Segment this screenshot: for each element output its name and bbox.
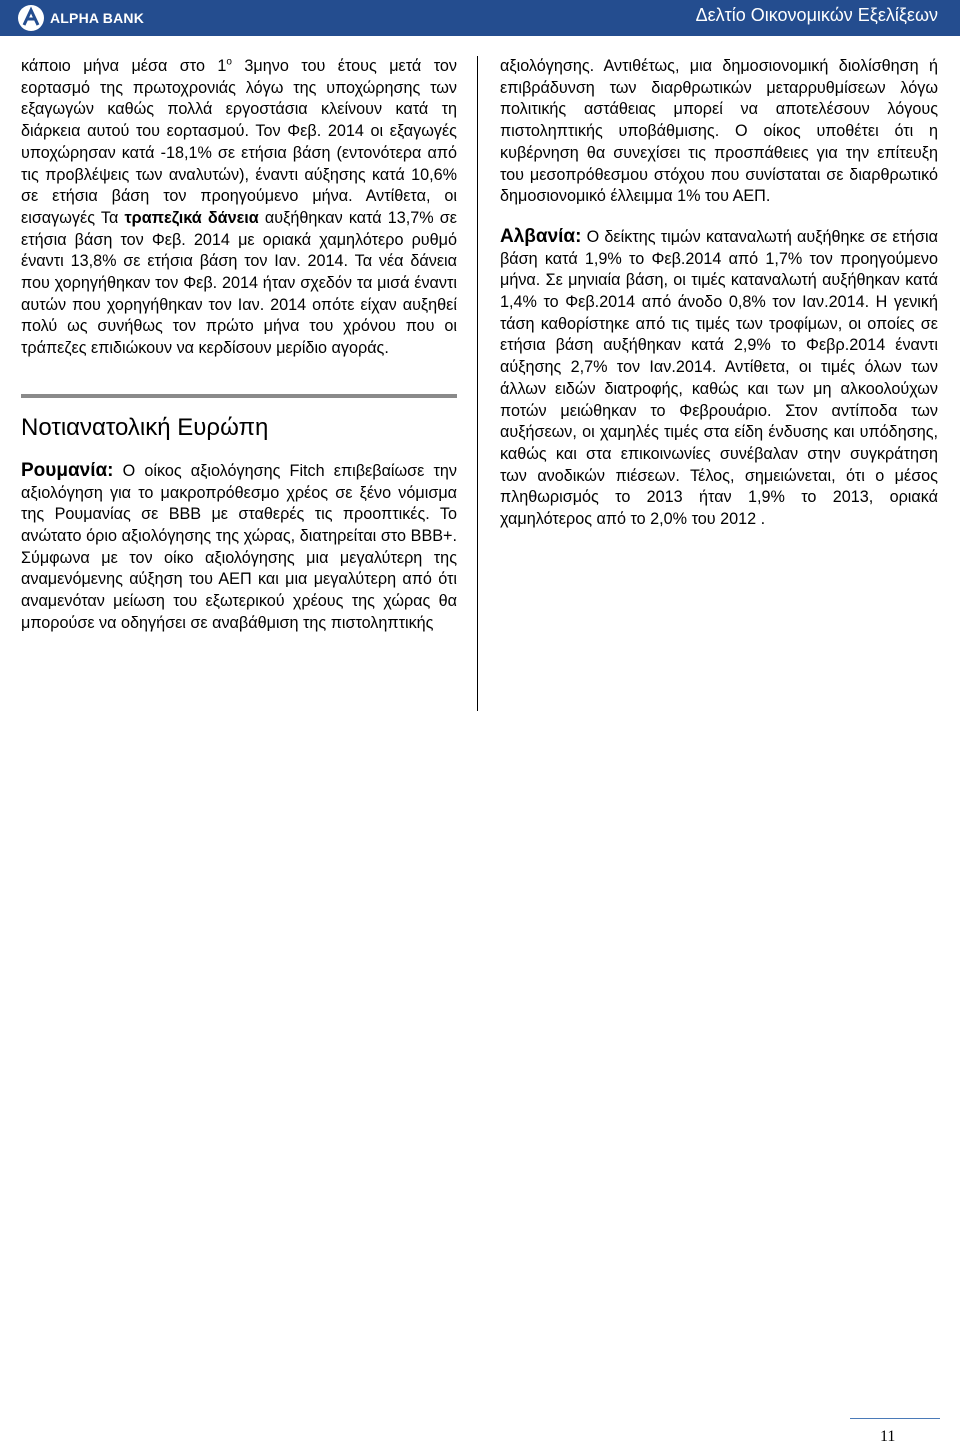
page-header bbox=[0, 0, 960, 36]
footer-rule bbox=[850, 1418, 940, 1419]
section-divider-bar bbox=[21, 394, 457, 398]
column-divider bbox=[477, 56, 478, 711]
brand-name: ALPHA BANK bbox=[50, 10, 145, 26]
albania-label: Αλβανία: bbox=[500, 225, 582, 247]
bank-loans-emphasis: τραπεζικά δάνεια bbox=[124, 208, 259, 227]
alpha-bank-logo bbox=[18, 4, 144, 32]
romania-continued-paragraph: αξιολόγησης. Αντιθέτως, μια δημοσιονομική διολίσθηση ή επιβράδυνση των διαρθρωτικών μεταρρυθμίσεων λόγω πολιτικής αστάθειας μπορεί να αποτελέσουν λόγους πιστοληπτικής υποβάθμισης. Ο οίκος υποθέτει ότι η κυβέρνηση θα συνεχίσει τις προσπάθειες για την επίτευξη του μεσοπρόθεσμου στόχου που συνίσταται σε διαρθρωτικό δημοσιονομικό έλλειμμα 1% του ΑΕΠ. bbox=[500, 57, 938, 206]
albania-paragraph: Αλβανία: Ο δείκτης τιμών καταναλωτή αυξήθηκε σε ετήσια βάση κατά 1,9% το Φεβ.2014 από 1,7% τον προηγούμενο μήνα. Σε μηνιαία βάση, οι τιμές καταναλωτή αυξήθηκαν κατά 1,4% το Φεβ.2014 από άνοδο 0,8% τον Ιαν.2014. Η γενική τάση καθορίστηκε από τις τιμές των τροφίμων, οι οποίες σε ετήσια βάση αυξήθηκαν κατά 2,9% το Φεβρ.2014 έναντι αύξησης 2,7% τον Ιαν.2014. Αντίθετα, οι τιμές όλων των άλλων ειδών διατροφής, καθώς και των μη αλκοολούχων ποτών μειώθηκαν το Φεβρουάριο. Στον αντίποδα των αυξήσεων, οι χαμηλές τιμές στα είδη ένδυσης και υπόδησης, καθώς και στα επικοινωνίες συνέβαλαν στην συγκράτηση των ανοδικών πιέσεων. Τέλος, σημειώνεται, ότι ο μέσος πληθωρισμός το 2013 ήταν 1,9% το 2013, οριακά χαμηλότερος από το 2,0% του 2012 . bbox=[500, 225, 938, 529]
romania-label: Ρουμανία: bbox=[21, 459, 114, 481]
china-paragraph: κάποιο μήνα μέσα στο $1^o$ 3μηνο του έτους μετά τον εορτασμό της πρωτοχρονιάς λόγω της υποχώρησης των εξαγωγών καθώς πολλά εργοστάσια κλείνουν κατά τη διάρκεια αυτού του εορτασμού. Τον Φεβ. 2014 οι εξαγωγές υποχώρησαν κατά -18,1% σε ετήσια βάση (εντονότερα από τις προβλέψεις των αναλυτών), έναντι αύξησης κατά 10,6% σε ετήσια βάση τον προηγούμενο μήνα. Αντίθετα, οι εισαγωγές Τα τραπεζικά δάνεια αυξήθηκαν κατά 13,7% σε ετήσια βάση τον Φεβ. 2014 με οριακά χαμηλότερο ρυθμό έναντι 13,8% σε ετήσια βάση τον Ιαν. 2014. Τα νέα δάνεια που χορηγήθηκαν τον Φεβ. 2014 ήταν σχεδόν τα μισά έναντι αυτών που χορηγήθηκαν τον Ιαν. 2014 οπότε είχαν αυξηθεί πολύ ως συνήθως τον πρώτο μήνα του χρόνου που οι τράπεζες επιδιώκουν να κερδίσουν μερίδιο αγοράς. bbox=[21, 56, 457, 358]
alpha-logo-icon bbox=[18, 5, 44, 31]
left-column bbox=[21, 56, 457, 634]
right-column bbox=[500, 56, 938, 531]
publication-title: Δελτίο Οικονομικών Εξελίξεων bbox=[695, 5, 938, 25]
page-number: 11 bbox=[880, 1428, 896, 1445]
section-title: Νοτιανατολική Ευρώπη bbox=[21, 413, 269, 441]
romania-paragraph: Ρουμανία: Ο οίκος αξιολόγησης Fitch επιβεβαίωσε την αξιολόγηση για το μακροπρόθεσμο χρέος σε ξένο νόμισμα της Ρουμανίας σε BBB με σταθερές τις προοπτικές. Το ανώτατο όριο αξιολόγησης της χώρας, διατηρείται στο BBB+. Σύμφωνα με τον οίκο αξιολόγησης μια μεγαλύτερη της αναμενόμενης αύξηση του ΑΕΠ και μια μεγαλύτερη από ότι αναμενόταν μείωση του εξωτερικού χρέους της χώρας θα μπορούσε να οδηγήσει σε αναβάθμιση της πιστοληπτικής bbox=[21, 459, 457, 632]
